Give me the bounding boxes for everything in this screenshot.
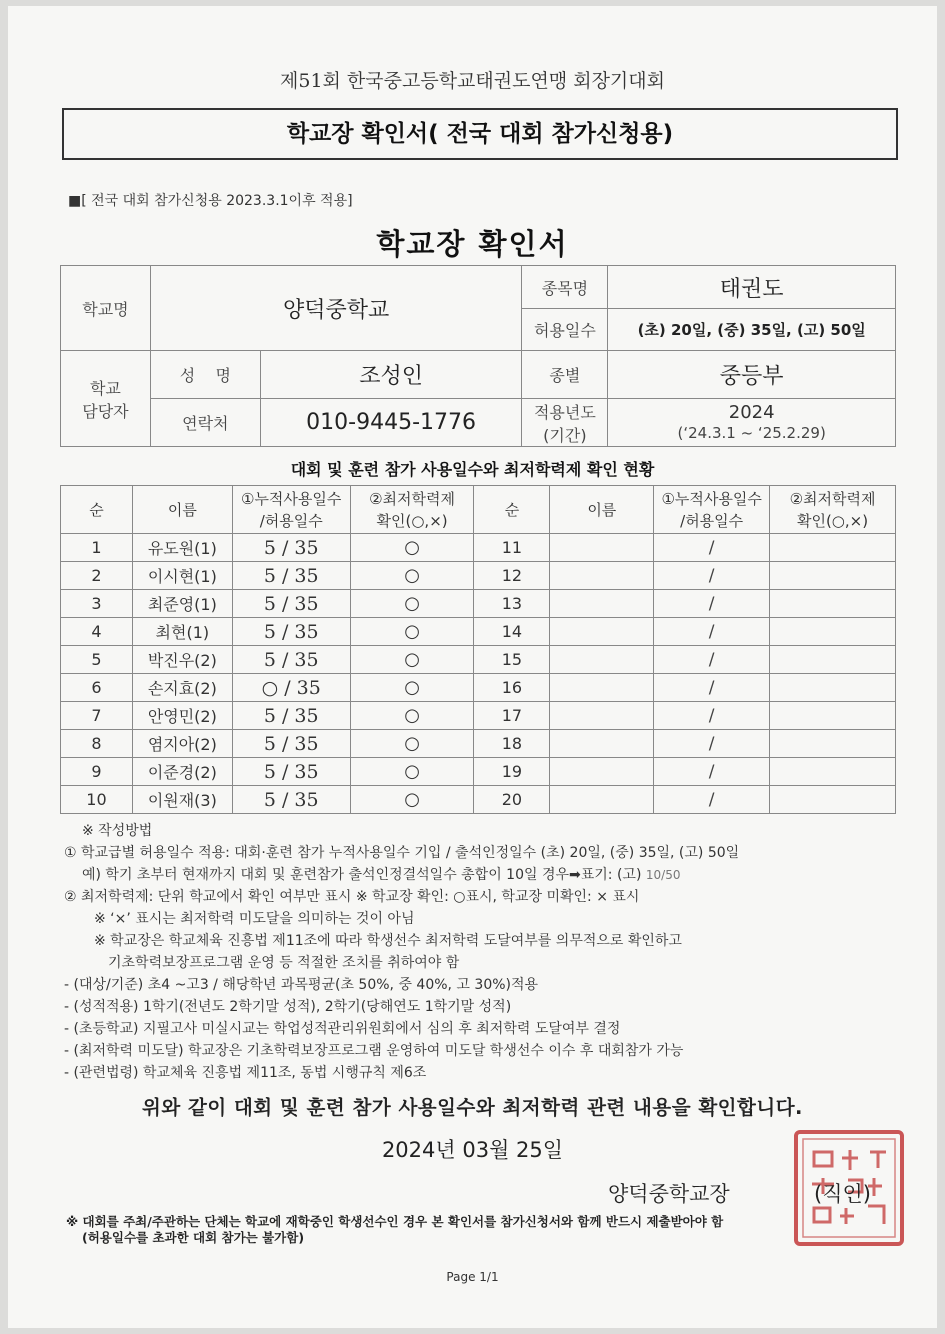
participant-no: 17: [474, 702, 550, 730]
participant-no: 14: [474, 618, 550, 646]
participant-no: 16: [474, 674, 550, 702]
participant-name: [550, 534, 654, 562]
col-days-header: [654, 486, 770, 534]
note-1a: ① 학교급별 허용일수 적용: 대회·훈련 참가 누적사용일수 기입 / 출석인정일수 (초) 20일, (중) 35일, (고) 50일: [64, 845, 740, 861]
participant-no: 6: [61, 674, 133, 702]
notes-heading: ※ 작성방법: [82, 823, 153, 839]
footer-line-2: (허용일수를 초과한 대회 참가는 불가함): [82, 1230, 305, 1245]
participant-name: 유도원(1): [132, 534, 232, 562]
participant-days: /: [654, 618, 770, 646]
participant-table: [60, 485, 896, 814]
participant-grade-check: ○: [350, 562, 474, 590]
footer-line-1: ※ 대회를 주최/주관하는 단체는 학교에 재학중인 학생선수인 경우 본 확인서를 참가신청서와 함께 반드시 제출받아야 함: [66, 1214, 724, 1229]
participant-days: /: [654, 534, 770, 562]
participant-name: 최준영(1): [132, 590, 232, 618]
participant-name: [550, 786, 654, 814]
participant-name: 염지아(2): [132, 730, 232, 758]
participant-name: 이준경(2): [132, 758, 232, 786]
participant-days: 5 / 35: [232, 646, 350, 674]
participant-no: 11: [474, 534, 550, 562]
col-grade-line2: 확인(○,×): [796, 511, 869, 530]
participant-name: 안영민(2): [132, 702, 232, 730]
participant-name: 박진우(2): [132, 646, 232, 674]
year-label-line2: (기간): [543, 425, 587, 445]
table-row: [61, 674, 896, 702]
participant-days: ○ / 35: [232, 674, 350, 702]
col-no-header: 순: [474, 486, 550, 534]
table-row: [61, 618, 896, 646]
participant-grade-check: ○: [350, 786, 474, 814]
col-name-header: 이름: [550, 486, 654, 534]
principal-title: 양덕중학교장: [608, 1182, 730, 1206]
participant-no: 19: [474, 758, 550, 786]
form-note: ■[ 전국 대회 참가신청용 2023.3.1이후 적용]: [68, 193, 353, 209]
col-days-line2: /허용일수: [259, 511, 323, 530]
participant-name: [550, 730, 654, 758]
participant-name: [550, 702, 654, 730]
school-info-table: [60, 265, 896, 447]
participant-no: 13: [474, 590, 550, 618]
participant-no: 1: [61, 534, 133, 562]
participant-no: 9: [61, 758, 133, 786]
participant-no: 15: [474, 646, 550, 674]
participant-no: 2: [61, 562, 133, 590]
participant-no: 3: [61, 590, 133, 618]
sport-label: 종목명: [522, 266, 608, 309]
participant-grade-check: ○: [350, 674, 474, 702]
detail-4: - (최저학력 미도달) 학교장은 기초학력보장프로그램 운영하여 미도달 학생선수 이수 후 대회참가 가능: [64, 1043, 684, 1059]
participant-grade-check: ○: [350, 646, 474, 674]
col-days-line1: ①누적사용일수: [241, 489, 342, 508]
note-4b: 기초학력보장프로그램 운영 등 적절한 조치를 취하여야 함: [108, 955, 460, 971]
participant-days: 5 / 35: [232, 618, 350, 646]
participant-grade-check: [770, 562, 896, 590]
sport-name: 태권도: [608, 266, 896, 309]
participant-days: /: [654, 674, 770, 702]
participant-days: 5 / 35: [232, 562, 350, 590]
participant-grade-check: [770, 590, 896, 618]
note-3: ※ ‘×’ 표시는 최저학력 미도달을 의미하는 것이 아님: [94, 911, 415, 927]
col-grade-line2: 확인(○,×): [376, 511, 448, 530]
participant-grade-check: [770, 618, 896, 646]
participant-days: /: [654, 590, 770, 618]
year-value-cell: [608, 399, 896, 447]
participant-days: 5 / 35: [232, 702, 350, 730]
col-grade-header: [770, 486, 896, 534]
confirmation-statement: 위와 같이 대회 및 훈련 참가 사용일수와 최저학력 관련 내용을 확인합니다.: [142, 1096, 803, 1119]
contact-group-label: [61, 351, 151, 447]
issue-date: 2024년 03월 25일: [381, 1138, 564, 1162]
col-name-header: 이름: [132, 486, 232, 534]
participant-grade-check: [770, 646, 896, 674]
participant-name: [550, 562, 654, 590]
participant-days: 5 / 35: [232, 786, 350, 814]
participant-days: 5 / 35: [232, 534, 350, 562]
col-grade-line1: ②최저학력제: [789, 489, 876, 508]
participant-name: 이시현(1): [132, 562, 232, 590]
allowed-days-label: 허용일수: [522, 309, 608, 351]
year-period: (‘24.3.1 ~ ‘25.2.29): [677, 423, 826, 442]
page-number: Page 1/1: [446, 1270, 499, 1284]
participant-grade-check: ○: [350, 702, 474, 730]
writing-instructions: [64, 820, 894, 1084]
participant-days: 5 / 35: [232, 590, 350, 618]
section-title: 대회 및 훈련 참가 사용일수와 최저학력제 확인 현황: [290, 460, 655, 479]
participant-name: 최현(1): [132, 618, 232, 646]
contact-name-label: 성 명: [150, 351, 260, 399]
seal-label: (직인): [814, 1182, 871, 1206]
participant-name: [550, 590, 654, 618]
col-days-line2: /허용일수: [680, 511, 744, 530]
participant-grade-check: ○: [350, 730, 474, 758]
phone-value: 010-9445-1776: [260, 399, 522, 447]
year-label: [522, 399, 608, 447]
year-label-line1: 적용년도: [533, 402, 596, 422]
category-value: 중등부: [608, 351, 896, 399]
col-grade-header: [350, 486, 474, 534]
participant-grade-check: [770, 758, 896, 786]
participant-no: 5: [61, 646, 133, 674]
participant-no: 18: [474, 730, 550, 758]
participant-days: 5 / 35: [232, 758, 350, 786]
contact-name-value: 조성인: [260, 351, 522, 399]
participant-grade-check: [770, 730, 896, 758]
category-label: 종별: [522, 351, 608, 399]
table-row: [61, 758, 896, 786]
note-2: ② 최저학력제: 단위 학교에서 확인 여부만 표시 ※ 학교장 확인: ○표시, 학교장 미확인: × 표시: [64, 889, 640, 905]
table-row: [61, 786, 896, 814]
detail-3: - (초등학교) 지필고사 미실시교는 학업성적관리위원회에서 심의 후 최저학력 도달여부 결정: [64, 1021, 621, 1037]
participant-name: 손지효(2): [132, 674, 232, 702]
table-row: [61, 534, 896, 562]
participant-days: /: [654, 702, 770, 730]
table-row: [61, 562, 896, 590]
participant-no: 4: [61, 618, 133, 646]
contact-group-label-line2: 담당자: [82, 401, 129, 421]
participant-grade-check: [770, 534, 896, 562]
participant-grade-check: [770, 702, 896, 730]
detail-1: - (대상/기준) 초4 ~고3 / 해당학년 과목평균(초 50%, 중 40%, 고 30%)적용: [64, 977, 539, 993]
participant-no: 10: [61, 786, 133, 814]
participant-grade-check: ○: [350, 590, 474, 618]
participant-days: /: [654, 646, 770, 674]
participant-days: /: [654, 730, 770, 758]
contact-group-label-line1: 학교: [89, 378, 121, 398]
event-caption: 제51회 한국중고등학교태권도연맹 회장기대회: [280, 70, 665, 92]
note-1b-line: [64, 864, 894, 886]
allowed-days-value: (초) 20일, (중) 35일, (고) 50일: [608, 309, 896, 351]
participant-days: 5 / 35: [232, 730, 350, 758]
participant-no: 7: [61, 702, 133, 730]
year-value: 2024: [728, 401, 775, 423]
participant-days: /: [654, 562, 770, 590]
participant-name: [550, 618, 654, 646]
participant-grade-check: [770, 674, 896, 702]
participant-no: 12: [474, 562, 550, 590]
participant-name: [550, 758, 654, 786]
col-days-header: [232, 486, 350, 534]
note-1b: 예) 학기 초부터 현재까지 대회 및 훈련참가 출석인정결석일수 총합이 10일 경우➡표기: (고): [82, 867, 642, 883]
participant-days: /: [654, 786, 770, 814]
participant-name: 이원재(3): [132, 786, 232, 814]
participant-no: 20: [474, 786, 550, 814]
table-row: [61, 646, 896, 674]
table-row: [61, 730, 896, 758]
detail-2: - (성적적용) 1학기(전년도 2학기말 성적), 2학기(당해연도 1학기말 성적): [64, 999, 512, 1015]
school-label: 학교명: [61, 266, 151, 351]
participant-grade-check: ○: [350, 758, 474, 786]
detail-5: - (관련법령) 학교체육 진흥법 제11조, 동법 시행규칙 제6조: [64, 1065, 427, 1081]
col-days-line1: ①누적사용일수: [661, 489, 762, 508]
participant-no: 8: [61, 730, 133, 758]
participant-grade-check: ○: [350, 534, 474, 562]
school-name: 양덕중학교: [150, 266, 522, 351]
col-grade-line1: ②최저학력제: [369, 489, 455, 508]
participant-days: /: [654, 758, 770, 786]
note-4a: ※ 학교장은 학교체육 진흥법 제11조에 따라 학생선수 최저학력 도달여부를 의무적으로 확인하고: [94, 933, 682, 949]
document-title: 학교장 확인서: [376, 227, 569, 261]
footer-notice: [66, 1214, 886, 1246]
phone-label: 연락처: [150, 399, 260, 447]
participant-grade-check: ○: [350, 618, 474, 646]
participant-name: [550, 646, 654, 674]
participant-name: [550, 674, 654, 702]
table-row: [61, 590, 896, 618]
banner-title: 학교장 확인서( 전국 대회 참가신청용): [62, 108, 898, 160]
col-no-header: 순: [61, 486, 133, 534]
participant-grade-check: [770, 786, 896, 814]
note-1b-example: 10/50: [645, 868, 681, 882]
table-row: [61, 702, 896, 730]
